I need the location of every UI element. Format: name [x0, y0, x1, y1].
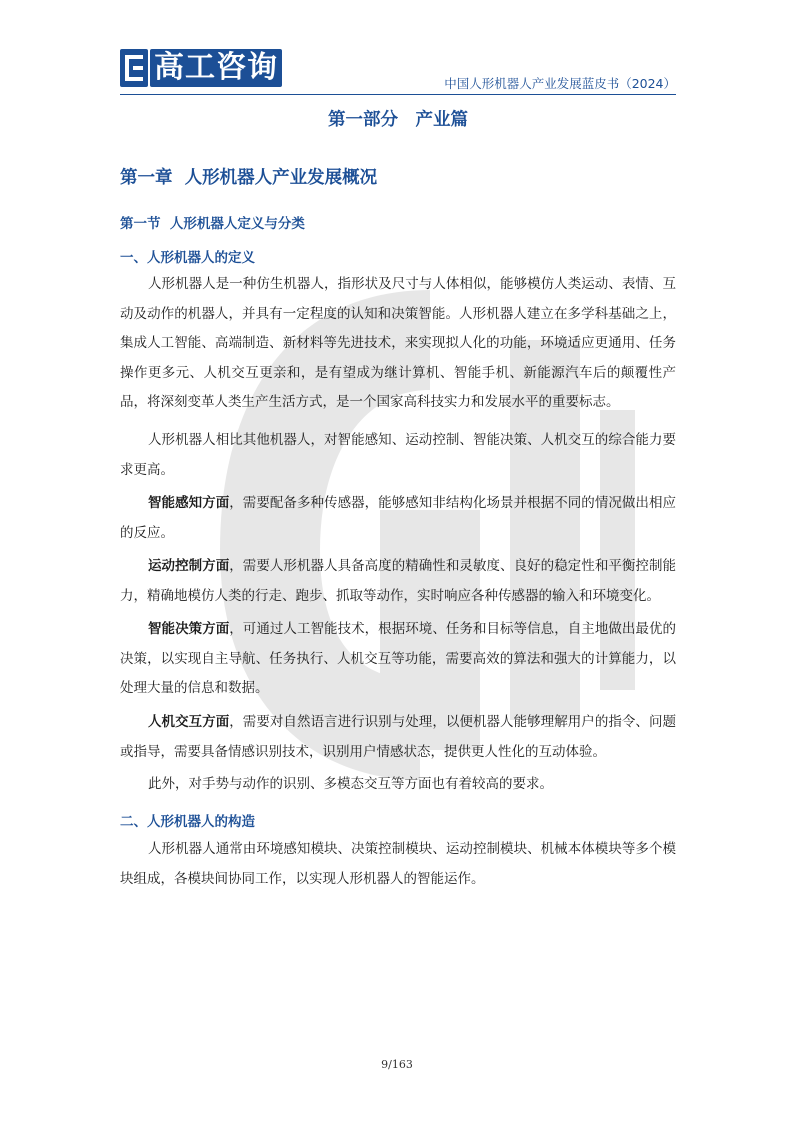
- subsection-title-definition: 一、人形机器人的定义: [120, 250, 255, 266]
- book-title: 中国人形机器人产业发展蓝皮书（2024）: [444, 76, 676, 91]
- interaction-text: ，需要对自然语言进行识别与处理，以便机器人能够理解用户的指令、问题或指导，需要具备情感识别技术，识别用户情感状态，提供更人性化的互动体验。: [120, 714, 677, 760]
- company-logo: [120, 46, 282, 90]
- motion-control-heading: 运动控制方面: [148, 558, 230, 574]
- part-title: 第一部分 产业篇: [328, 110, 468, 130]
- interaction-heading: 人机交互方面: [148, 714, 230, 730]
- paragraph-decision: [120, 615, 676, 704]
- paragraph-interaction: [120, 708, 676, 767]
- chapter-title: 第一章 人形机器人产业发展概况: [120, 168, 378, 188]
- paragraph-comparison: 人形机器人相比其他机器人，对智能感知、运动控制、智能决策、人机交互的综合能力要求更高。: [120, 432, 676, 478]
- paragraph-definition: 人形机器人是一种仿生机器人，指形状及尺寸与人体相似，能够模仿人类运动、表情、互动及动作的机器人，并具有一定程度的认知和决策智能。人形机器人建立在多学科基础之上，集成人工智能、高端制造、新材料等先进技术，来实现拟人化的功能，环境适应更通用、任务操作更多元、人机交互更亲和，是有望成为继计算机、智能手机、新能源汽车后的颠覆性产品，将深刻变革人类生产生活方式，是一个国家高科技实力和发展水平的重要标志。: [120, 276, 676, 410]
- perception-text: ，需要配备多种传感器，能够感知非结构化场景并根据不同的情况做出相应的反应。: [120, 495, 677, 541]
- paragraph-structure: 人形机器人通常由环境感知模块、决策控制模块、运动控制模块、机械本体模块等多个模块组成，各模块间协同工作，以实现人形机器人的智能运作。: [120, 841, 676, 887]
- decision-text: ，可通过人工智能技术，根据环境、任务和目标等信息，自主地做出最优的决策，以实现自主导航、任务执行、人机交互等功能，需要高效的算法和强大的计算能力，以处理大量的信息和数据。: [120, 621, 677, 696]
- header-divider: [120, 94, 676, 95]
- logo-text: 高工咨询: [150, 49, 282, 87]
- paragraph-motion-control: [120, 552, 676, 611]
- subsection-title-structure: 二、人形机器人的构造: [120, 814, 255, 830]
- perception-heading: 智能感知方面: [148, 495, 230, 511]
- logo-g-icon: [120, 49, 148, 87]
- page-header: [120, 46, 676, 96]
- decision-heading: 智能决策方面: [148, 621, 230, 637]
- paragraph-perception: [120, 489, 676, 548]
- page-number: 9/163: [381, 1058, 413, 1071]
- section-title: 第一节 人形机器人定义与分类: [120, 216, 305, 232]
- motion-control-text: ，需要人形机器人具备高度的精确性和灵敏度、良好的稳定性和平衡控制能力，精确地模仿人类的行走、跑步、抓取等动作，实时响应各种传感器的输入和环境变化。: [120, 558, 677, 604]
- paragraph-additional: 此外，对手势与动作的识别、多模态交互等方面也有着较高的要求。: [148, 776, 553, 792]
